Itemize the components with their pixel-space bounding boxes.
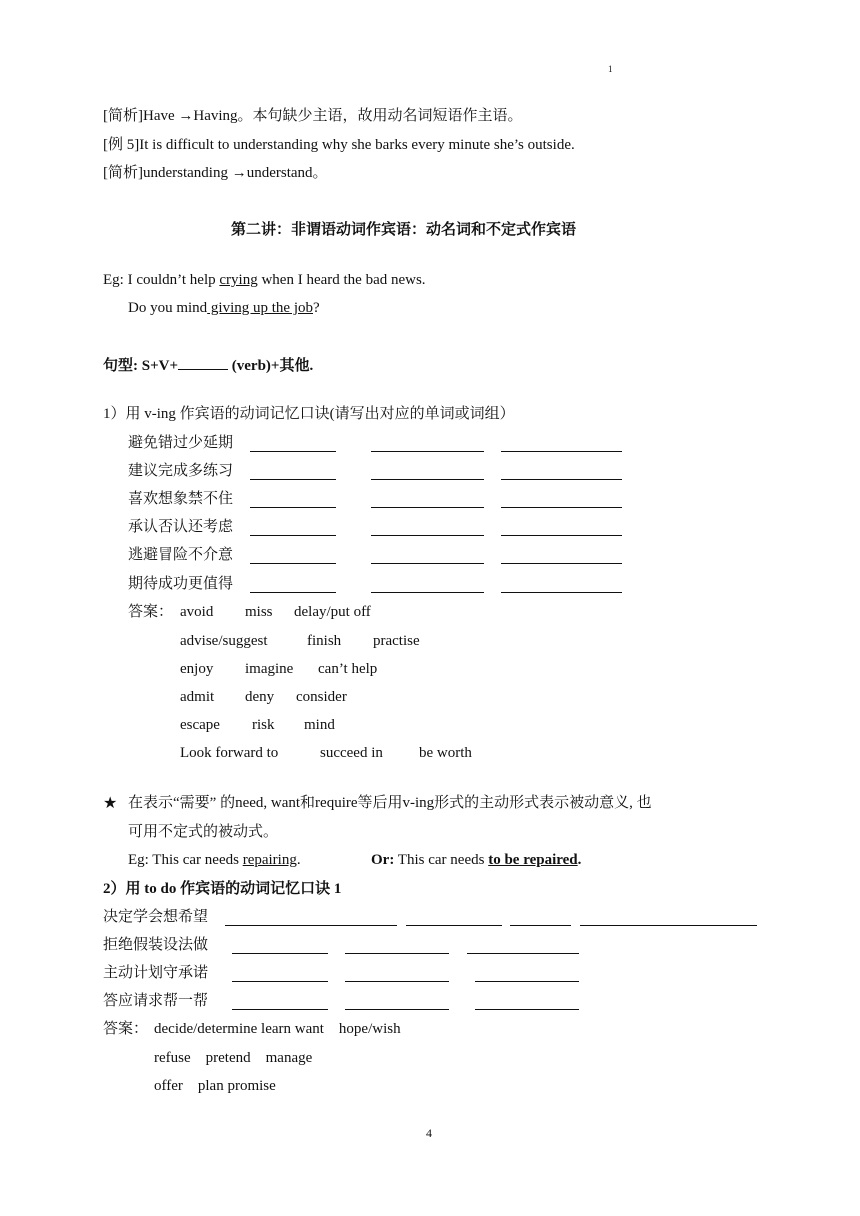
answer-word: mind <box>304 717 335 733</box>
answer-word: practise <box>373 633 420 649</box>
answer-blank[interactable] <box>467 953 579 954</box>
rhyme-row <box>128 574 233 594</box>
pattern-suffix: (verb)+其他. <box>228 358 314 374</box>
answer-blank[interactable] <box>345 953 449 954</box>
rhyme-row <box>103 991 208 1011</box>
answer-blank[interactable] <box>501 563 622 564</box>
star-eg-underlined: repairing <box>242 852 297 868</box>
rhyme-text: 逃避冒险不介意 <box>128 547 234 563</box>
answer-word: finish <box>307 633 342 649</box>
star-note-line-2: 可用不定式的被动式。 <box>128 824 279 840</box>
answer-blank[interactable] <box>232 1009 328 1010</box>
answer-blank[interactable] <box>371 563 484 564</box>
answer-word: consider <box>296 689 347 705</box>
part1-title: 1）用 v-ing 作宾语的动词记忆口诀(请写出对应的单词或词组） <box>103 406 515 422</box>
answer-blank[interactable] <box>232 981 328 982</box>
rhyme-row <box>103 935 208 955</box>
answer-blank[interactable] <box>345 1009 449 1010</box>
answer-label: 答案： <box>128 604 174 620</box>
answer-blank[interactable] <box>250 479 336 480</box>
answer-blank[interactable] <box>225 925 397 926</box>
rhyme-text: 答应请求帮一帮 <box>103 993 209 1009</box>
part2-answer-line: decide/determine learn want hope/wish <box>154 1021 401 1037</box>
rhyme-row <box>128 433 233 453</box>
answer-blank[interactable] <box>371 592 484 593</box>
part2-answer-line: refuse pretend manage <box>154 1050 313 1066</box>
section-title: 第二讲：非谓语动词作宾语：动名词和不定式作宾语 <box>231 220 577 238</box>
star-icon: ★ <box>103 793 118 812</box>
answer-word: avoid <box>180 604 214 620</box>
rhyme-text: 喜欢想象禁不住 <box>128 491 234 507</box>
answer-word: deny <box>245 689 275 705</box>
rhyme-text: 决定学会想希望 <box>103 909 209 925</box>
page-number: 4 <box>426 1126 432 1140</box>
answer-word: succeed in <box>320 745 383 761</box>
star-eg-end: . <box>296 852 301 868</box>
answer-blank[interactable] <box>371 479 484 480</box>
answer-blank[interactable] <box>345 981 449 982</box>
rhyme-text: 主动计划守承诺 <box>103 965 209 981</box>
example-2-text-a: Do you mind <box>128 300 208 316</box>
or-text: This car needs <box>394 852 489 868</box>
rhyme-row <box>128 461 233 481</box>
answer-word: escape <box>180 717 220 733</box>
rhyme-row <box>128 489 233 509</box>
answer-blank[interactable] <box>250 535 336 536</box>
answer-blank[interactable] <box>232 953 328 954</box>
answer-word: enjoy <box>180 661 214 677</box>
star-note-line-1: 在表示“需要” 的need, want和require等后用v-ing形式的主动形式表示被动意义, 也 <box>128 795 652 811</box>
or-end: . <box>577 852 582 868</box>
answer-word: advise/suggest <box>180 633 268 649</box>
answer-blank[interactable] <box>501 592 622 593</box>
sentence-pattern <box>103 355 313 376</box>
example-1-underlined: crying <box>219 272 258 288</box>
rhyme-text: 避免错过少延期 <box>128 435 234 451</box>
answer-blank[interactable] <box>406 925 502 926</box>
example-line-1 <box>103 270 426 290</box>
answer-blank[interactable] <box>250 592 336 593</box>
answer-blank[interactable] <box>580 925 757 926</box>
header-mark: 1 <box>608 64 613 74</box>
answer-blank[interactable] <box>501 507 622 508</box>
answer-blank[interactable] <box>250 563 336 564</box>
answer-word: risk <box>252 717 275 733</box>
example-5-line: [例 5]It is difficult to understanding why she barks every minute she’s outside. <box>103 137 575 153</box>
answer-blank[interactable] <box>371 535 484 536</box>
or-label: Or: <box>371 852 395 868</box>
star-example <box>128 850 301 870</box>
example-line-2 <box>128 298 320 318</box>
analysis-line-2: [简析]understanding →understand。 <box>103 165 328 181</box>
answer-word: imagine <box>245 661 294 677</box>
rhyme-text: 拒绝假装设法做 <box>103 937 209 953</box>
example-1-text-a: Eg: I couldn’t help <box>103 272 220 288</box>
answer-word: admit <box>180 689 215 705</box>
answer-blank[interactable] <box>371 451 484 452</box>
answer-word: Look forward to <box>180 745 279 761</box>
answer-blank[interactable] <box>371 507 484 508</box>
answer-word: delay/put off <box>294 604 371 620</box>
example-1-text-b: when I heard the bad news. <box>257 272 426 288</box>
answer-blank[interactable] <box>475 981 579 982</box>
rhyme-row <box>103 963 208 983</box>
star-eg-text: Eg: This car needs <box>128 852 243 868</box>
or-underlined: to be repaired <box>488 852 578 868</box>
answer-blank[interactable] <box>250 507 336 508</box>
star-alternative <box>371 850 581 870</box>
example-2-text-b: ? <box>313 300 320 316</box>
rhyme-text: 期待成功更值得 <box>128 576 234 592</box>
answer-word: miss <box>245 604 273 620</box>
analysis-line-1: [简析]Have →Having。本句缺少主语，故用动名词短语作主语。 <box>103 108 523 124</box>
answer-label: 答案： <box>103 1021 149 1037</box>
pattern-blank[interactable] <box>178 355 228 370</box>
answer-word: can’t help <box>318 661 378 677</box>
part2-answer-line: offer plan promise <box>154 1078 276 1094</box>
rhyme-row <box>128 517 233 537</box>
rhyme-text: 建议完成多练习 <box>128 463 234 479</box>
part2-title: 2）用 to do 作宾语的动词记忆口诀 1 <box>103 881 342 897</box>
answer-word: be worth <box>419 745 472 761</box>
rhyme-row <box>128 545 233 565</box>
rhyme-row <box>103 907 208 927</box>
example-2-underlined: giving up the job <box>207 300 313 316</box>
answer-blank[interactable] <box>501 451 622 452</box>
rhyme-text: 承认否认还考虑 <box>128 519 234 535</box>
answer-blank[interactable] <box>475 1009 579 1010</box>
answer-blank[interactable] <box>510 925 571 926</box>
answer-blank[interactable] <box>250 451 336 452</box>
answer-blank[interactable] <box>501 535 622 536</box>
pattern-prefix: 句型: S+V+ <box>103 358 179 374</box>
answer-blank[interactable] <box>501 479 622 480</box>
